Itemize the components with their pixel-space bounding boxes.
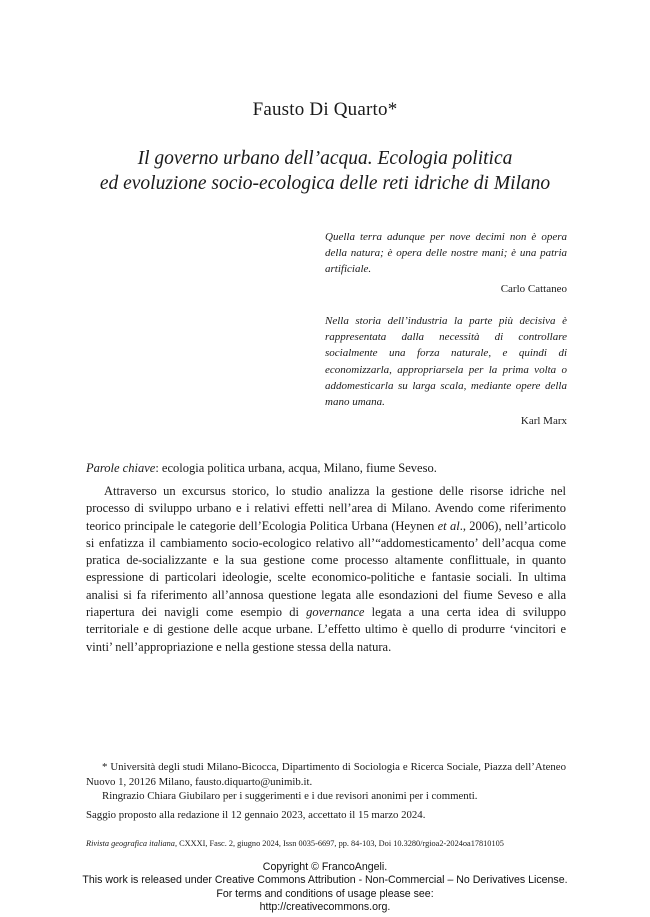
keywords-label: Parole chiave: [86, 461, 156, 475]
abstract-governance: governance: [306, 605, 365, 620]
abstract-et-al: et al: [437, 518, 460, 533]
title-line-1: Il governo urbano dell’acqua. Ecologia politica: [137, 148, 513, 169]
epigraph-text: Nella storia dell’industria la parte più decisiva è rappresentata dalla necessità di controllare socialmente una forza naturale, e quindi di economizzarla, appropriarsela per la prima volta o addomesticarla su larga scala, mediante opere della mano umana.: [325, 315, 567, 409]
citation-details: , CXXXI, Fasc. 2, giugno 2024, Issn 0035-6697, pp. 84-103, Doi 10.3280/rgioa2-2024oa17810105: [174, 839, 504, 848]
license-statement: This work is released under Creative Commons Attribution - Non-Commercial – No Derivatives License.: [82, 874, 568, 887]
article-title: [60, 146, 590, 196]
footnote-thanks: Ringrazio Chiara Giubilaro per i suggerimenti e i due revisori anonimi per i commenti.: [102, 790, 478, 803]
footnote-affiliation: * Università degli studi Milano-Bicocca, Dipartimento di Sociologia e Ricerca Sociale, Piazza dell’Ateneo Nuovo 1, 20126 Milano, fausto.diquarto@unimib.it.: [86, 761, 566, 788]
footnote-dates: Saggio proposto alla redazione il 12 gennaio 2023, accettato il 15 marzo 2024.: [86, 808, 426, 821]
license-url: http://creativecommons.org.: [259, 900, 391, 913]
keywords: [86, 460, 566, 477]
epigraph-attribution: Karl Marx: [520, 415, 567, 428]
abstract-part-1: Attraverso un excursus storico, lo studio analizza la gestione delle risorse idriche nel processo di sviluppo urbano e i relativi effetti nell’area di Milano. Avendo come riferimento teorico principale le categorie dell’Ecologia Politica Urbana (Heynen: [86, 484, 566, 533]
epigraph-attribution: Carlo Cattaneo: [500, 282, 567, 295]
license-terms: For terms and conditions of usage please see:: [216, 887, 434, 900]
epigraph-marx: [325, 313, 567, 429]
author-name: Fausto Di Quarto*: [252, 99, 398, 120]
abstract: [86, 483, 566, 656]
keywords-text: : ecologia politica urbana, acqua, Milano, fiume Seveso.: [155, 461, 437, 475]
footnotes: [86, 760, 566, 822]
journal-citation: [86, 838, 566, 849]
journal-name: Rivista geografica italiana: [86, 839, 175, 848]
epigraph-text: Quella terra adunque per nove decimi non è opera della natura; è opera delle nostre mani; è una patria artificiale.: [325, 231, 567, 276]
license-notice: [0, 861, 650, 914]
abstract-part-3: legata a una certa idea di sviluppo territoriale e di gestione delle acque urbane. L’effetto ultimo è quello di produrre ‘vincitori e vinti’ nell’appropriazione e nella gestione stessa della natura.: [86, 605, 567, 654]
title-line-2: ed evoluzione socio-ecologica delle reti idriche di Milano: [99, 173, 551, 194]
license-copyright: Copyright © FrancoAngeli.: [262, 861, 388, 873]
abstract-part-2: ., 2006), nell’articolo si enfatizza il cambiamento socio-ecologico relativo all’“addomesticamento’ dell’acqua come pratica de-socializzante e la sua gestione come processo altamente conflittuale, in quanto espressione di particolari ideologie, scelte economico-politiche e fantasie sociali. In ultima analisi si fa riferimento all’annosa questione legata alle esondazioni del fiume Seveso e alla riapertura dei navigli come esempio di: [86, 518, 566, 620]
epigraph-cattaneo: [325, 229, 567, 297]
